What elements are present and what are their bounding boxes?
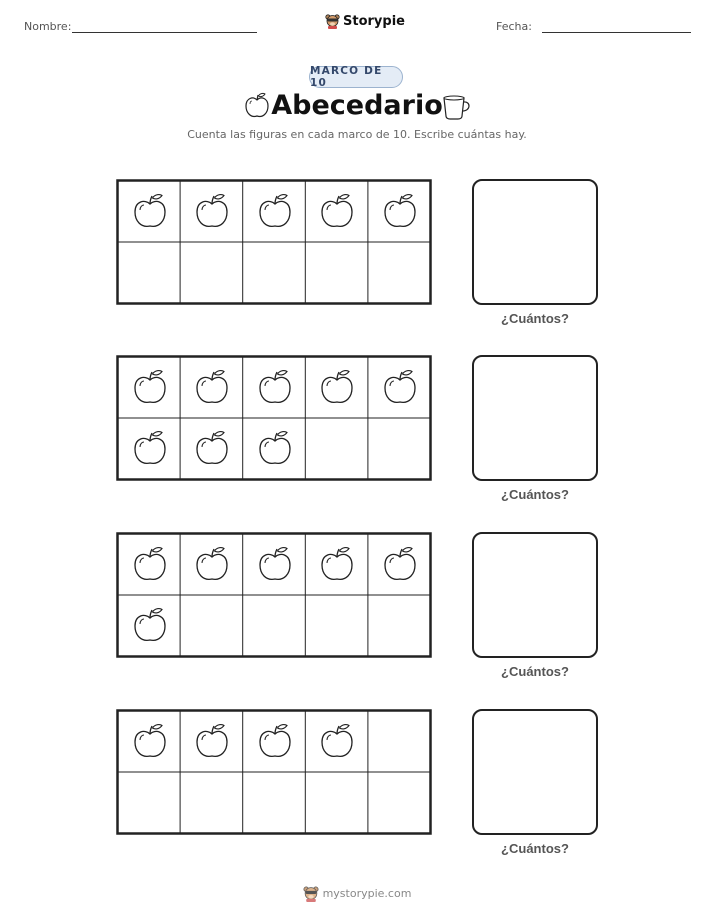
empty-cell [305, 772, 368, 834]
filled-cell [180, 357, 243, 419]
apple-icon [132, 430, 168, 468]
apple-icon [319, 723, 355, 761]
filled-cell [305, 534, 368, 596]
name-field [24, 20, 71, 33]
answer-box[interactable] [472, 355, 598, 481]
mug-icon [441, 94, 473, 120]
empty-cell [368, 242, 431, 304]
apple-icon [132, 607, 168, 645]
apple-icon [257, 369, 293, 407]
apple-icon [319, 369, 355, 407]
filled-cell [243, 534, 306, 596]
empty-cell [118, 242, 181, 304]
bear-mascot-icon [325, 13, 340, 29]
apple-icon [132, 723, 168, 761]
apple-icon [382, 193, 418, 231]
filled-cell [118, 418, 181, 480]
ten-frame [116, 355, 432, 481]
question-label: ¿Cuántos? [501, 841, 569, 856]
apple-icon [132, 369, 168, 407]
filled-cell [243, 181, 306, 243]
bear-mascot-icon [303, 885, 319, 902]
filled-cell [368, 357, 431, 419]
filled-cell [180, 534, 243, 596]
date-line[interactable] [542, 32, 691, 33]
filled-cell [118, 711, 181, 773]
empty-cell [243, 595, 306, 657]
apple-icon [257, 193, 293, 231]
question-label: ¿Cuántos? [501, 311, 569, 326]
date-label: Fecha: [496, 20, 532, 33]
filled-cell [243, 357, 306, 419]
empty-cell [368, 711, 431, 773]
filled-cell [118, 357, 181, 419]
empty-cell [368, 772, 431, 834]
apple-icon [194, 430, 230, 468]
apple-icon [319, 546, 355, 584]
empty-cell [305, 242, 368, 304]
apple-icon [132, 193, 168, 231]
answer-box[interactable] [472, 532, 598, 658]
apple-icon [257, 723, 293, 761]
ten-frame [116, 179, 432, 305]
brand-logo [325, 13, 405, 29]
apple-icon [194, 546, 230, 584]
empty-cell [305, 595, 368, 657]
filled-cell [180, 181, 243, 243]
empty-cell [180, 595, 243, 657]
apple-icon [382, 546, 418, 584]
instructions: Cuenta las figuras en cada marco de 10. Escribe cuántas hay. [187, 128, 527, 141]
filled-cell [118, 534, 181, 596]
question-label: ¿Cuántos? [501, 487, 569, 502]
filled-cell [180, 418, 243, 480]
ten-frame [116, 532, 432, 658]
brand-name: Storypie [343, 13, 405, 29]
answer-box[interactable] [472, 709, 598, 835]
empty-cell [368, 418, 431, 480]
footer-url[interactable]: mystorypie.com [322, 887, 412, 900]
ten-frame [116, 709, 432, 835]
empty-cell [180, 242, 243, 304]
name-line[interactable] [72, 32, 257, 33]
filled-cell [118, 595, 181, 657]
apple-icon [257, 430, 293, 468]
filled-cell [243, 418, 306, 480]
name-label: Nombre: [24, 20, 72, 33]
apple-icon [132, 546, 168, 584]
empty-cell [368, 595, 431, 657]
empty-cell [118, 772, 181, 834]
apple-icon [257, 546, 293, 584]
page-title: Abecedario [271, 90, 443, 121]
apple-icon [319, 193, 355, 231]
apple-icon [194, 369, 230, 407]
filled-cell [118, 181, 181, 243]
answer-box[interactable] [472, 179, 598, 305]
apple-icon [382, 369, 418, 407]
date-field [496, 20, 532, 33]
filled-cell [305, 711, 368, 773]
question-label: ¿Cuántos? [501, 664, 569, 679]
filled-cell [243, 711, 306, 773]
empty-cell [305, 418, 368, 480]
filled-cell [368, 181, 431, 243]
apple-icon [194, 723, 230, 761]
apple-icon [194, 193, 230, 231]
filled-cell [305, 357, 368, 419]
empty-cell [243, 242, 306, 304]
empty-cell [243, 772, 306, 834]
empty-cell [180, 772, 243, 834]
filled-cell [368, 534, 431, 596]
filled-cell [305, 181, 368, 243]
worksheet-badge: MARCO DE 10 [309, 66, 403, 88]
filled-cell [180, 711, 243, 773]
footer [0, 885, 714, 902]
